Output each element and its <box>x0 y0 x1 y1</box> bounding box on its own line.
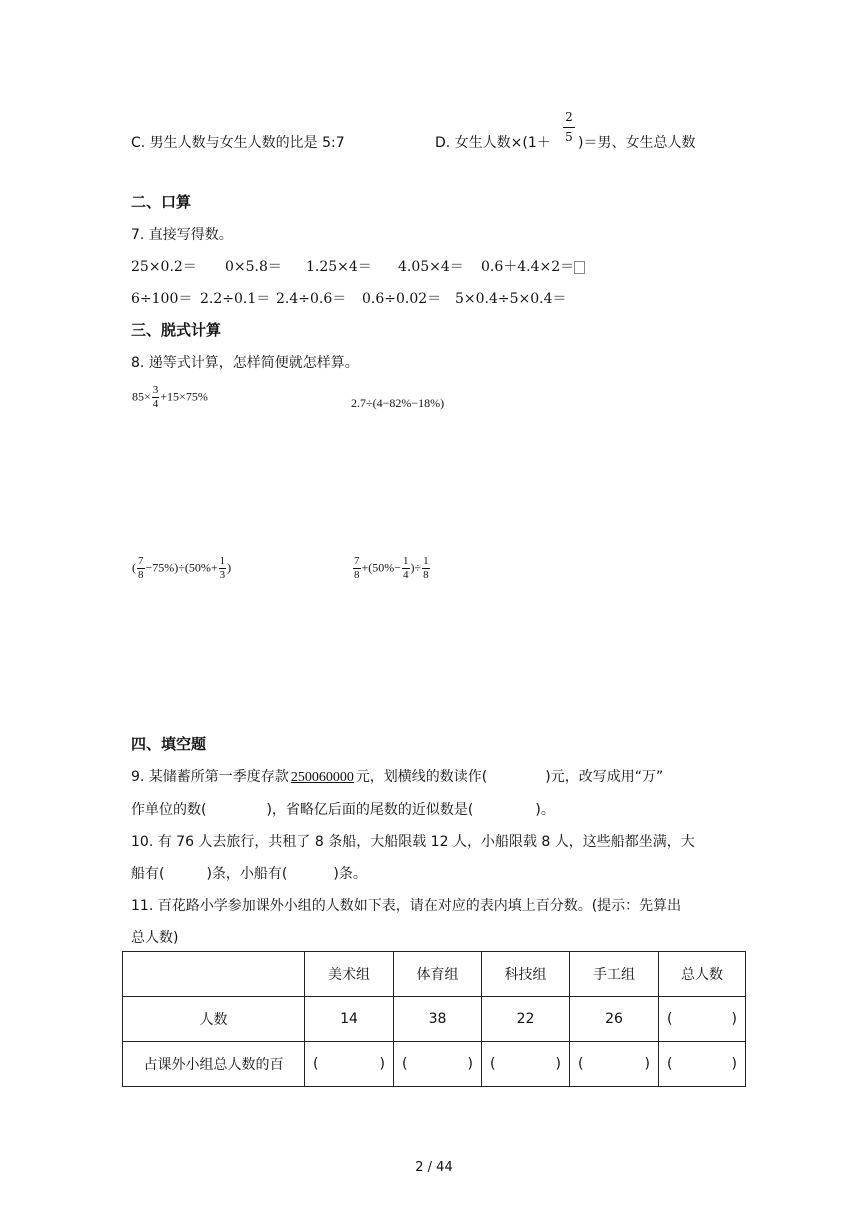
q10-text: )条。 <box>333 866 367 882</box>
table-cell: 22 <box>482 997 570 1042</box>
answer-cell[interactable] <box>570 1042 659 1087</box>
table-header-cell <box>123 952 305 997</box>
choice-d-frac-den: 5 <box>565 130 573 144</box>
fraction-numerator: 1 <box>423 555 429 567</box>
expr-part: +(50%− <box>361 560 402 575</box>
question-11-line-1: 11. 百花路小学参加课外小组的人数如下表，请在对应的表内填上百分数。(提示：先算出 <box>131 898 682 914</box>
fraction-numerator: 7 <box>138 555 144 567</box>
q7-item <box>481 256 585 276</box>
fraction <box>353 556 361 581</box>
fraction-denominator: 3 <box>219 569 226 581</box>
question-11-line-2: 总人数) <box>131 930 179 946</box>
q7-item: 2.2÷0.1＝ <box>200 291 271 307</box>
open-paren: ( <box>667 1011 673 1027</box>
fraction-numerator: 1 <box>219 555 226 567</box>
q9-text: 元，划横线的数读作( <box>355 769 488 785</box>
expr-part: ( <box>132 560 136 575</box>
group-table <box>122 951 746 1087</box>
question-10-line-2 <box>131 863 367 883</box>
q7-item: 5×0.4÷5×0.4＝ <box>455 291 567 307</box>
table-row-label: 占课外小组总人数的百 <box>123 1042 305 1087</box>
q9-text: 作单位的数( <box>131 802 207 818</box>
fraction-numerator: 3 <box>152 384 159 396</box>
table-header-cell: 美术组 <box>305 952 394 997</box>
table-header-cell: 总人数 <box>659 952 746 997</box>
q9-text: )。 <box>535 802 555 818</box>
q9-text: )元，改写成用“万” <box>545 769 664 785</box>
question-10-line-1: 10. 有 76 人去旅行，共租了 8 条船，大船限载 12 人，小船限载 8 人，这些船都坐满，大 <box>131 834 695 850</box>
close-paren: ) <box>555 1056 561 1072</box>
fraction-denominator: 8 <box>423 569 429 581</box>
q7-item: 4.05×4＝ <box>398 259 464 275</box>
fraction-denominator: 8 <box>354 569 360 581</box>
close-paren: ) <box>467 1056 473 1072</box>
table-cell: 38 <box>394 997 482 1042</box>
fraction-denominator: 4 <box>403 569 409 581</box>
expr-part: −75%)÷(50%+ <box>145 560 218 575</box>
table-row <box>123 1042 746 1087</box>
answer-cell[interactable] <box>659 1042 746 1087</box>
answer-cell[interactable] <box>482 1042 570 1087</box>
expression-3 <box>132 556 231 581</box>
choice-d-prefix: D. 女生人数×(1＋ <box>435 135 551 151</box>
page-indicator: 2 / 44 <box>415 1160 453 1175</box>
expr-part: ) <box>227 560 232 575</box>
fraction-numerator: 1 <box>403 555 409 567</box>
choice-d-suffix: )＝男、女生总人数 <box>578 135 696 151</box>
fraction-denominator: 4 <box>152 398 159 410</box>
expr-part: +15×75% <box>160 389 208 404</box>
q9-text: 9. 某储蓄所第一季度存款 <box>131 769 289 785</box>
table-row-label: 人数 <box>123 997 305 1042</box>
choice-d-frac-bar <box>563 127 575 128</box>
fraction-numerator: 7 <box>354 555 360 567</box>
table-header-cell: 体育组 <box>394 952 482 997</box>
question-9-line-2 <box>131 799 555 819</box>
table-cell: 14 <box>305 997 394 1042</box>
q7-item: 0×5.8＝ <box>225 259 282 275</box>
open-paren: ( <box>578 1056 584 1072</box>
expr-part: 85× <box>132 389 151 404</box>
answer-cell[interactable] <box>305 1042 394 1087</box>
question-9-line-1 <box>131 766 663 786</box>
q7-item: 1.25×4＝ <box>306 259 372 275</box>
q7-item-text: 0.6＋4.4×2＝ <box>481 259 575 275</box>
choice-c: C. 男生人数与女生人数的比是 5:7 <box>131 135 345 151</box>
fraction-denominator: 8 <box>138 569 144 581</box>
expression-2: 2.7÷(4−82%−18%) <box>351 396 445 410</box>
expression-4 <box>352 556 431 581</box>
expression-1 <box>132 385 208 410</box>
table-header-row <box>123 952 746 997</box>
question-8-text: 8. 递等式计算，怎样简便就怎样算。 <box>131 355 359 371</box>
q10-text: )条，小船有( <box>206 866 288 882</box>
table-header-cell: 手工组 <box>570 952 659 997</box>
close-paren: ) <box>644 1056 650 1072</box>
q9-amount: 250060000 <box>290 770 354 785</box>
question-7-text: 7. 直接写得数。 <box>131 227 233 243</box>
fraction <box>402 556 410 581</box>
answer-cell[interactable] <box>394 1042 482 1087</box>
section-heading-2: 二、口算 <box>131 193 192 211</box>
choice-d <box>435 132 551 152</box>
missing-glyph-box <box>574 261 585 274</box>
table-cell: 26 <box>570 997 659 1042</box>
open-paren: ( <box>313 1056 319 1072</box>
q7-item: 25×0.2＝ <box>131 259 197 275</box>
expr-part: )÷ <box>410 560 422 575</box>
answer-cell[interactable] <box>659 997 746 1042</box>
section-heading-4: 四、填空题 <box>131 735 207 753</box>
close-paren: ) <box>731 1056 737 1072</box>
fraction <box>422 556 430 581</box>
q7-item: 0.6÷0.02＝ <box>362 291 442 307</box>
close-paren: ) <box>731 1011 737 1027</box>
open-paren: ( <box>402 1056 408 1072</box>
table-header-cell: 科技组 <box>482 952 570 997</box>
close-paren: ) <box>379 1056 385 1072</box>
q10-text: 船有( <box>131 866 165 882</box>
table-row <box>123 997 746 1042</box>
fraction <box>137 556 145 581</box>
q7-item: 6÷100＝ <box>131 291 193 307</box>
section-heading-3: 三、脱式计算 <box>131 321 222 339</box>
fraction <box>219 556 227 581</box>
open-paren: ( <box>490 1056 496 1072</box>
fraction <box>152 385 160 410</box>
choice-d-frac-num: 2 <box>565 110 573 124</box>
q9-text: )，省略亿后面的尾数的近似数是( <box>266 802 474 818</box>
open-paren: ( <box>667 1056 673 1072</box>
q7-item: 2.4÷0.6＝ <box>276 291 347 307</box>
